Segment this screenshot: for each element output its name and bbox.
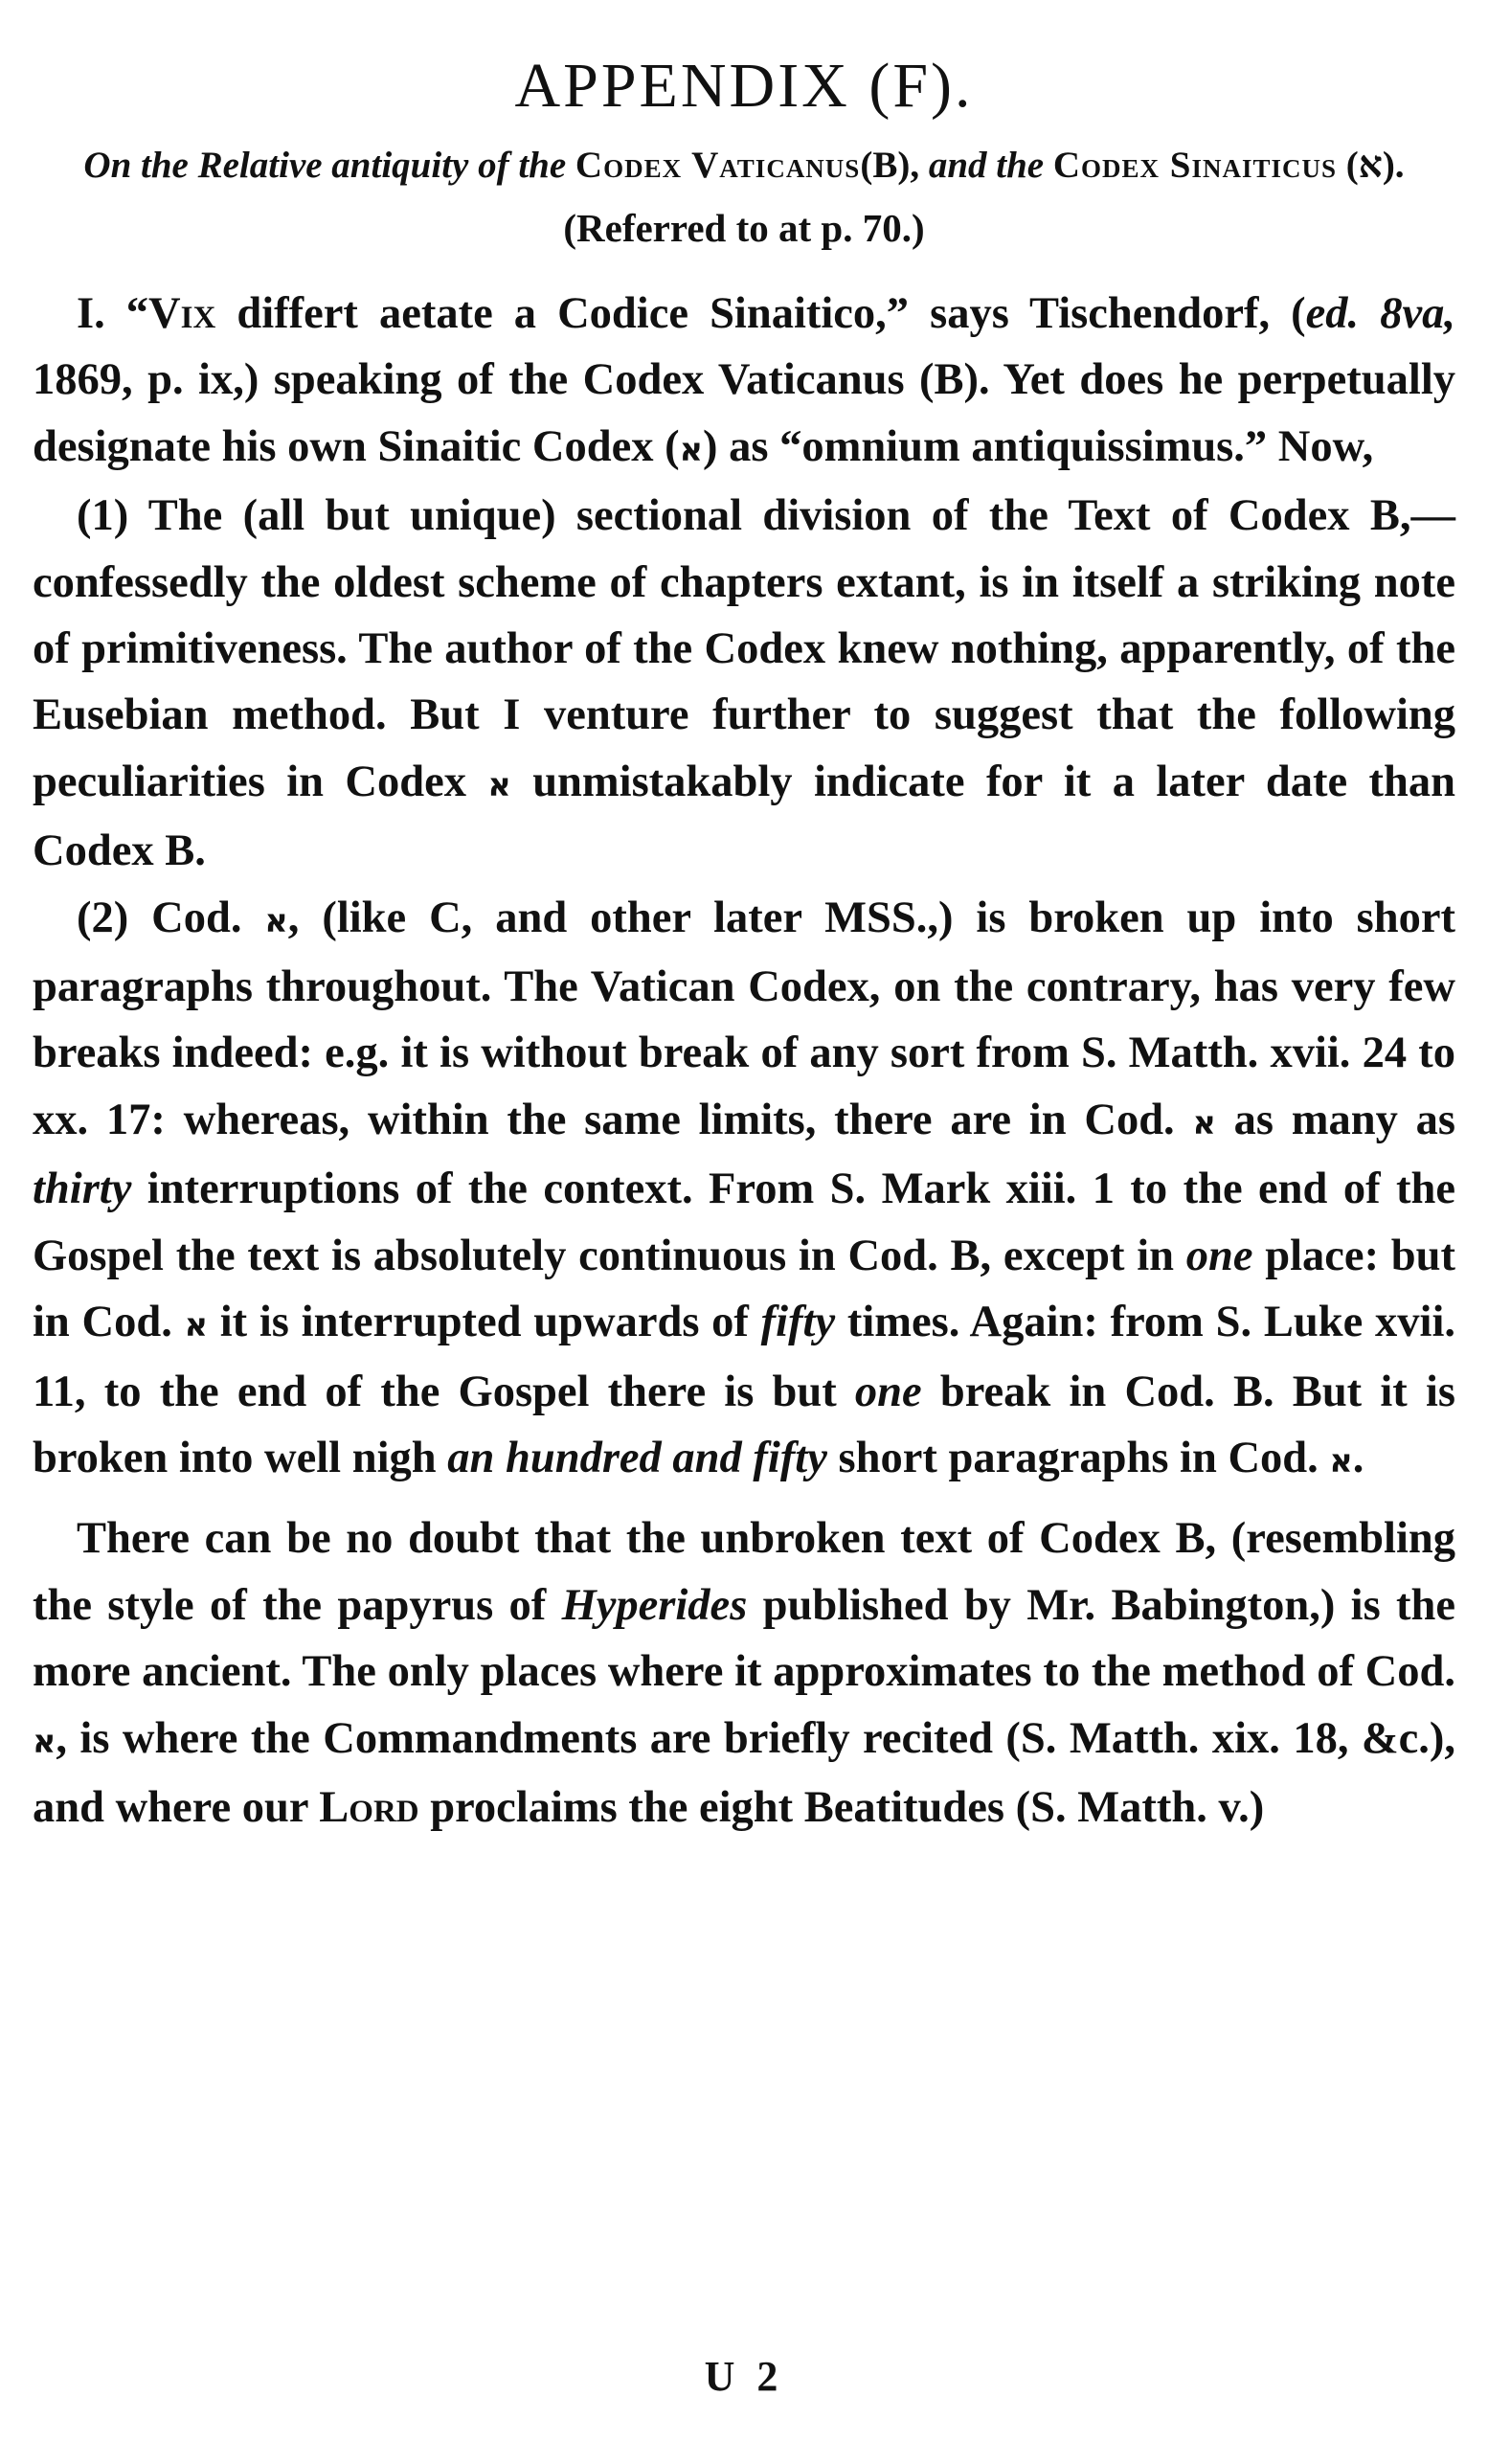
text-run: proclaims the eight Beatitudes (S. Matth. v.) [418,1782,1265,1832]
appendix-title: APPENDIX (F). [514,51,974,121]
text-run: place: but in Cod. [33,1231,1456,1347]
subtitle-part: and the [928,145,1045,186]
signature-mark: U 2 [704,2353,784,2400]
text-run: interruptions of the context. From S. Mark xiii. 1 to the end of the Gospel the text is absolutely continuous in Cod. B, except in [33,1164,1455,1280]
text-run: I. “ [77,289,149,338]
text-run: ) as “omnium antiquissimus.” Now, [703,421,1374,471]
appendix-body [33,281,1455,1841]
page [33,48,1455,1841]
text-run: ed. 8va, [1305,289,1455,338]
text-run: unmistakably indicate for it a later date than Codex B. [33,757,1455,876]
text-run: it is interrupted upwards of [207,1298,761,1347]
text-run: Vix [148,289,216,338]
text-run: (2) Cod. [77,893,265,942]
text-run: . [1352,1433,1364,1482]
text-run: thirty [33,1164,132,1214]
text-run: published by Mr. Babington,) is the more ancient. The only places where it approximates to the method of Cod. [33,1580,1455,1697]
page-reference: (Referred to at p. 70.) [563,206,925,250]
text-run: an hundred and fifty [447,1433,827,1482]
aleph-siglum: א [679,430,703,468]
appendix-subtitle [61,138,1427,192]
paragraph-3 [33,885,1455,1495]
aleph-siglum: א [1192,1103,1216,1142]
aleph-siglum: א [487,765,511,803]
text-run: There can be no doubt that the unbroken text of Codex B, (resembling the style of the papyrus of [33,1514,1455,1630]
aleph-siglum: א [264,901,288,939]
text-run: 1869, p. ix,) speaking of the Codex Vaticanus (B). Yet does he perpetually designate his own Sinaitic Codex ( [33,355,1455,471]
paragraph-4 [33,1505,1455,1841]
text-run: break in Cod. B. But it is broken into well nigh [33,1367,1455,1482]
aleph-siglum: א [1329,1441,1353,1480]
text-run: fifty [760,1298,836,1347]
text-run: Lord [319,1782,419,1832]
text-run: short paragraphs in Cod. [826,1433,1330,1482]
text-run: , is where the Commandments are briefly recited (S. Matth. xix. 18, &c.), and where our [33,1713,1455,1832]
text-run: one [1185,1231,1253,1280]
aleph-siglum: א [184,1306,208,1345]
paragraph-2 [33,483,1455,884]
subtitle-part: (B), [860,145,920,186]
subtitle-part: (א). [1345,145,1405,186]
text-run: as many as [1215,1095,1455,1144]
paragraph-1 [33,281,1455,483]
text-run: differt aetate a Codice Sinaitico,” says Tischendorf, ( [215,289,1306,338]
subtitle-part: On the Relative antiquity of the [83,145,567,186]
aleph-siglum: א [33,1722,56,1760]
subtitle-codex-sinaiticus: Codex Sinaiticus [1052,145,1338,186]
text-run: Hyperides [561,1580,748,1630]
text-run: one [854,1367,922,1416]
text-run: , (like C, and other later MSS.,) is broken up into short paragraphs throughout. The Vatican Codex, on the contrary, has very few breaks indeed: e.g. it is without break of any sort from S. Matth. xvii. 24 to xx. 17: whereas, within the same limits, there are in Cod. [33,893,1455,1144]
text-run: (1) The (all but unique) sectional division of the Text of Codex B,—confessedly the oldest scheme of chapters extant, is in itself a striking note of primitiveness. The author of the Codex knew nothing, apparently, of the Eusebian method. But I venture further to suggest that the following peculiarities in Codex [33,491,1455,806]
subtitle-codex-vaticanus: Codex Vaticanus [575,145,861,186]
text-run: times. Again: from S. Luke xvii. 11, to the end of the Gospel there is but [33,1298,1455,1416]
